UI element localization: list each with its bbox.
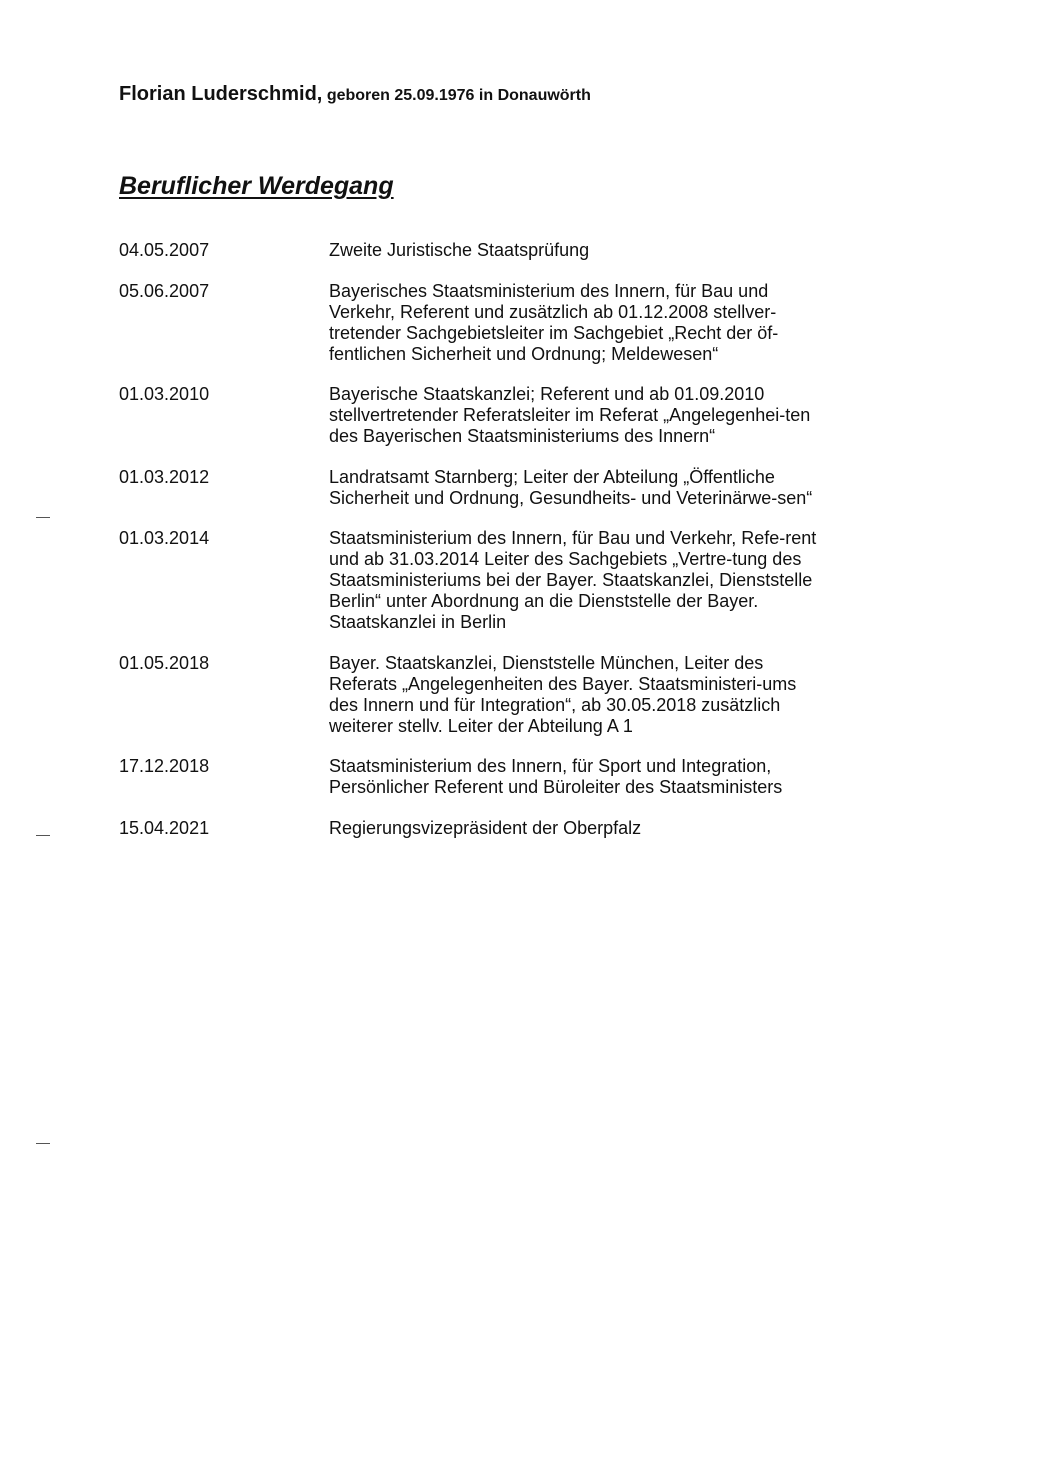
career-entry [119,467,839,509]
entry-date: 01.03.2012 [119,466,210,487]
career-entry [119,384,839,447]
entry-date: 01.05.2018 [119,652,210,673]
person-header [119,83,591,106]
person-name: Florian Luderschmid, [119,83,323,105]
entry-description: Staatsministerium des Innern, für Sport und Integration, Persönlicher Referent und Büroleiter des Staatsministers [329,756,783,797]
entry-date: 04.05.2007 [119,240,210,260]
entry-date: 05.06.2007 [119,280,210,301]
fold-mark [36,1143,50,1144]
entry-description: Staatsministerium des Innern, für Bau und Verkehr, Refe-rent und ab 31.03.2014 Leiter des Sachgebiets „Vertre-tung des Staatsministeriums bei der Bayer. Staatskanzlei, Dienststelle Berlin“ unter Abordnung an die Dienststelle der Bayer. Staatskanzlei in Berlin [329,528,817,632]
fold-mark [36,517,50,518]
career-list [119,240,839,858]
entry-description: Bayerisches Staatsministerium des Innern, für Bau und Verkehr, Referent und zusätzlich ab 01.12.2008 stellver-tretender Sachgebietsleiter im Sachgebiet „Recht der öf-fentlichen Sicherheit und Ordnung; Meldewesen“ [329,280,779,364]
entry-description: Landratsamt Starnberg; Leiter der Abteilung „Öffentliche Sicherheit und Ordnung, Gesundheits- und Veterinärwe-sen“ [329,466,813,508]
entry-description: Bayer. Staatskanzlei, Dienststelle München, Leiter des Referats „Angelegenheiten des Bayer. Staatsministeri-ums des Innern und für Integration“, ab 30.05.2018 zusätzlich weiterer stellv. Leiter der Abteilung A 1 [329,652,797,736]
entry-date: 01.03.2010 [119,384,210,404]
birth-info: geboren 25.09.1976 in Donauwörth [326,87,591,104]
entry-date: 15.04.2021 [119,817,210,838]
career-entry [119,653,839,737]
career-entry [119,756,839,798]
entry-description: Bayerische Staatskanzlei; Referent und ab 01.09.2010 stellvertretender Referatsleiter im Referat „Angelegenhei-ten des Bayerischen Staatsministeriums des Innern“ [329,384,811,446]
career-entry [119,281,839,365]
section-title: Beruflicher Werdegang [119,172,394,200]
career-entry [119,818,839,839]
punch-mark [36,835,50,836]
career-entry [119,528,839,633]
entry-date: 01.03.2014 [119,528,210,548]
entry-date: 17.12.2018 [119,756,210,776]
entry-description: Zweite Juristische Staatsprüfung [329,240,590,260]
entry-description: Regierungsvizepräsident der Oberpfalz [329,817,642,838]
career-entry [119,240,839,261]
